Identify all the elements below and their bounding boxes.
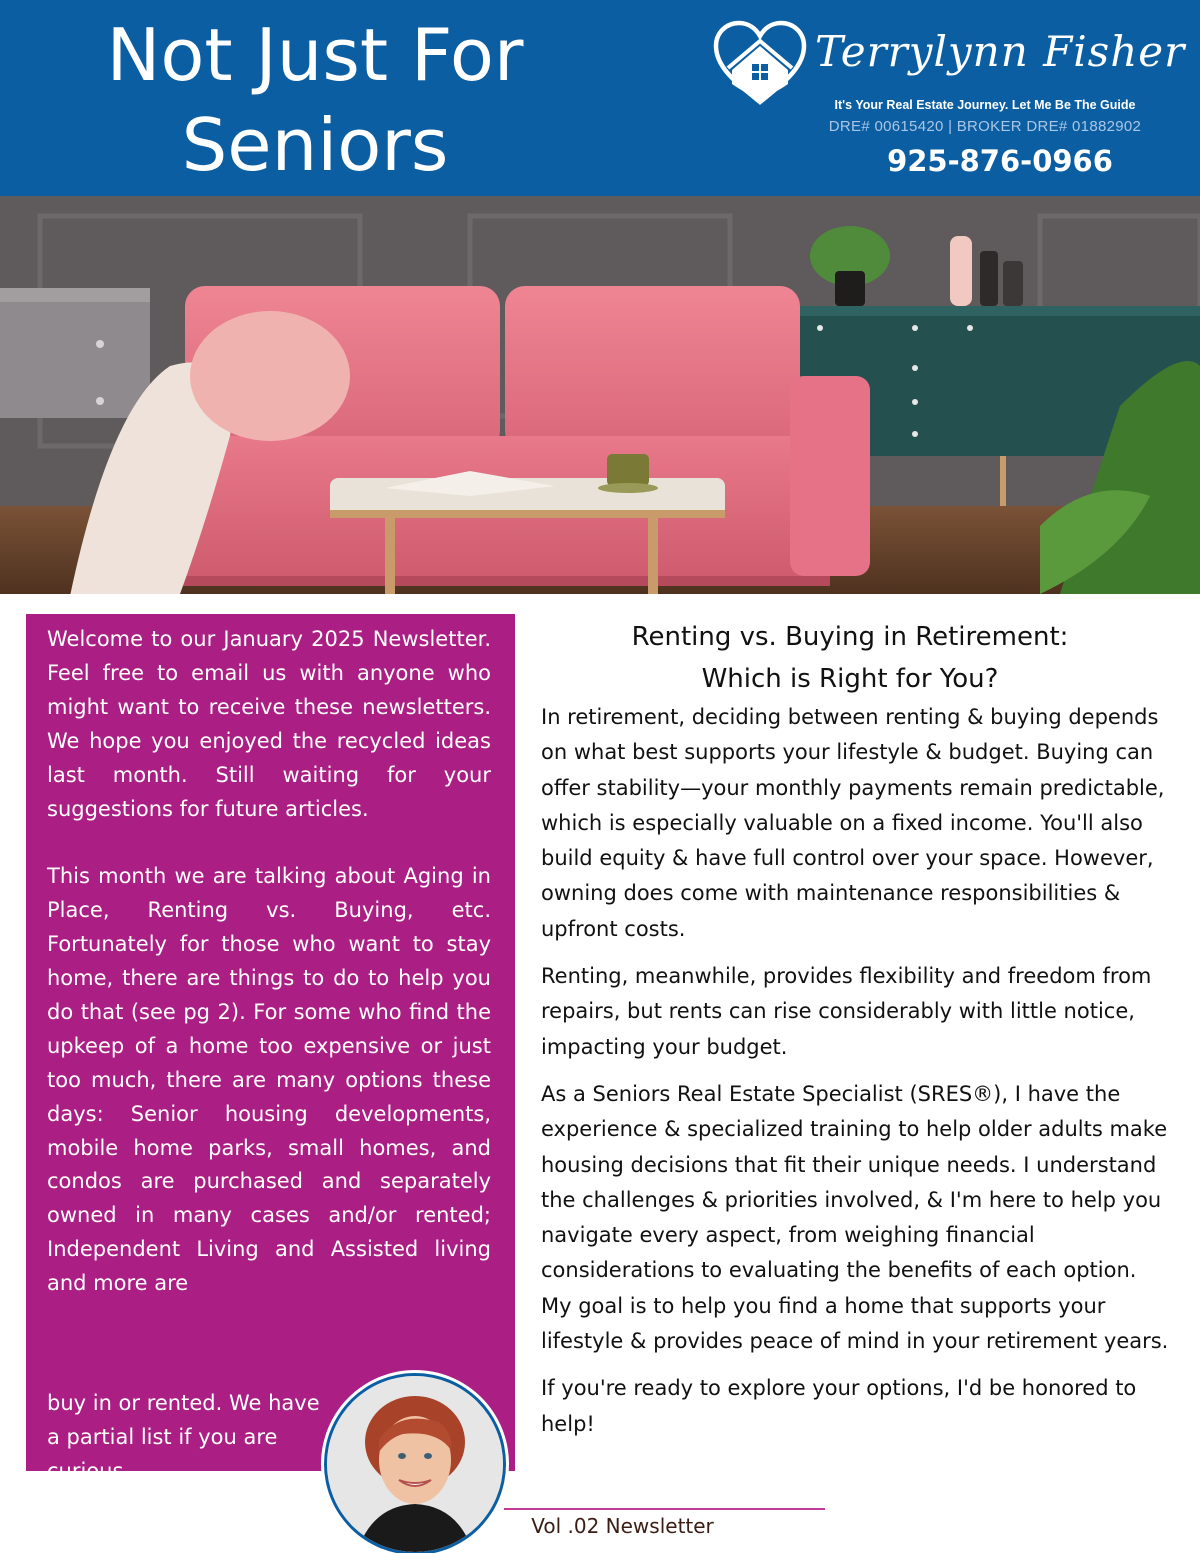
- title-line-2: Seniors: [181, 103, 449, 187]
- header-banner: [0, 0, 1200, 196]
- intro-paragraph-1: Welcome to our January 2025 Newsletter. Feel free to email us with anyone who might want to receive these newsletters. We hope you enjoyed the recycled ideas last month. Still waiting for your suggestions for future articles.: [47, 627, 491, 821]
- article-paragraph: Renting, meanwhile, provides flexibility and freedom from repairs, but rents can rise considerably with little notice, impacting your budget.: [541, 964, 1152, 1059]
- heart-house-icon: [710, 18, 810, 108]
- license-numbers: DRE# 00615420 | BROKER DRE# 01882902: [828, 118, 1142, 135]
- article-title-line-2: Which is Right for You?: [701, 664, 999, 694]
- intro-paragraph-2: This month we are talking about Aging in Place, Renting vs. Buying, etc. Fortunately for those who want to stay home, there are things to do to help you do that (see pg 2). For some who find the upkeep of a home too expensive or just too much, there are many options these days: Senior housing developments, mobile home parks, small homes, and condos are purchased and separately owned in many cases and/or rented; Independent Living and Assisted living and more are: [47, 864, 491, 1296]
- intro-text: [47, 623, 491, 1301]
- volume-label: Vol .02 Newsletter: [531, 1514, 714, 1538]
- portrait-photo: [327, 1376, 503, 1552]
- article-title-line-1: Renting vs. Buying in Retirement:: [631, 622, 1069, 652]
- newsletter-title: [30, 10, 600, 190]
- article-paragraph: If you're ready to explore your options, I'd be honored to help!: [541, 1376, 1137, 1436]
- brand-tagline: It's Your Real Estate Journey. Let Me Be The Guide: [834, 98, 1136, 112]
- article-title: [555, 616, 1145, 700]
- brand-name: Terrylynn Fisher: [815, 27, 1186, 76]
- phone-number: 925-876-0966: [887, 144, 1113, 178]
- article-body: [541, 700, 1171, 1454]
- living-room-photo: [0, 196, 1200, 594]
- article-paragraph: As a Seniors Real Estate Specialist (SRES®), I have the experience & specialized training to help older adults make housing decisions that fit their unique needs. I understand the challenges & priorities involved, & I'm here to help you navigate every aspect, from weighing financial considerations to evaluating the benefits of each option. My goal is to help you find a home that supports your lifestyle & provides peace of mind in your retirement years.: [541, 1081, 1169, 1354]
- author-portrait: [327, 1376, 503, 1552]
- title-line-1: Not Just For: [106, 13, 524, 97]
- hero-photo: [0, 196, 1200, 594]
- intro-sidebar: [26, 614, 515, 1483]
- article-paragraph: In retirement, deciding between renting & buying depends on what best supports your lifestyle & budget. Buying can offer stability—your monthly payments remain predictable, which is especially valuable on a fixed income. You'll also build equity & have full control over your space. However, owning does come with maintenance responsibilities & upfront costs.: [541, 705, 1165, 941]
- intro-paragraph-tail: buy in or rented. We have a partial list if you are curious.: [47, 1391, 320, 1483]
- footer-divider: [504, 1508, 825, 1510]
